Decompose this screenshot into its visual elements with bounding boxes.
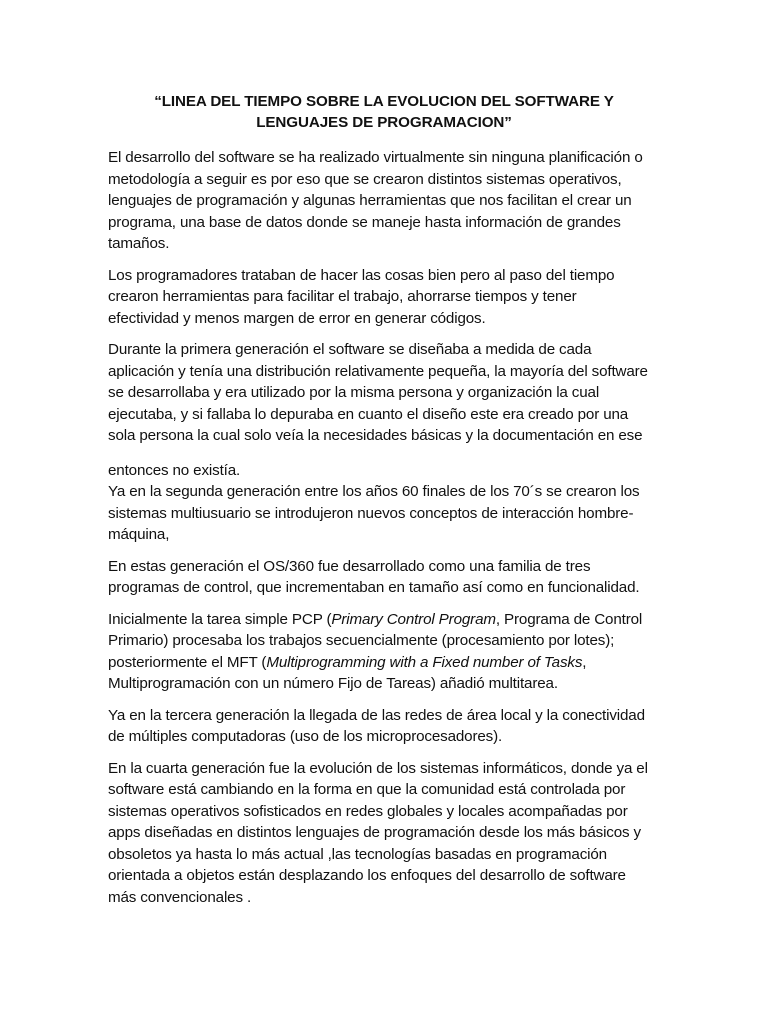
text-line: ejecutaba, y si fallaba lo depuraba en cuanto el diseño este era creado por una	[108, 405, 629, 423]
text-line: sistemas operativos sofisticados en redes globales y locales acompañadas por	[108, 802, 628, 820]
text-segment: ,	[582, 653, 587, 671]
text-line: El desarrollo del software se ha realizado virtualmente sin ninguna planificación o	[108, 149, 643, 166]
paragraph	[108, 147, 660, 255]
text-line: apps diseñadas en distintos lenguajes de programación desde los más básicos y	[108, 824, 641, 841]
paragraph	[108, 705, 660, 748]
paragraph	[108, 460, 660, 546]
text-line: entonces no existía.	[108, 461, 241, 479]
text-line: Ya en la tercera generación la llegada de las redes de área local y la conectividad	[108, 706, 645, 724]
text-line: software está cambiando en la forma en que la comunidad está controlada por	[108, 781, 626, 798]
text-line: sola persona la cual solo veía la necesidades básicas y la documentación en ese	[108, 427, 643, 444]
text-segment: , Programa de Control	[495, 610, 643, 628]
text-line: de múltiples computadoras (uso de los microprocesadores).	[108, 728, 503, 745]
text-line: Ya en la segunda generación entre los años 60 finales de los 70´s se crearon los	[108, 483, 640, 500]
text-line: En estas generación el OS/360 fue desarrollado como una familia de tres	[108, 557, 591, 575]
text-line: En la cuarta generación fue la evolución de los sistemas informáticos, donde ya el	[108, 759, 648, 777]
title-line: LENGUAJES DE PROGRAMACION”	[256, 114, 512, 131]
text-line: orientada a objetos están desplazando los enfoques del desarrollo de software	[108, 867, 626, 884]
text-segment: Inicialmente la tarea simple PCP (	[108, 610, 332, 628]
text-line: crearon herramientas para facilitar el trabajo, ahorrarse tiempos y tener	[108, 288, 577, 305]
text-line: más convencionales .	[108, 888, 252, 906]
text-line: máquina,	[108, 526, 170, 543]
text-line: Durante la primera generación el software se diseñaba a medida de cada	[108, 341, 592, 358]
text-line	[108, 652, 660, 674]
text-line: sistemas multiusuario se introdujeron nuevos conceptos de interacción hombre-	[108, 504, 634, 522]
text-line	[108, 609, 660, 631]
paragraph	[108, 265, 660, 330]
text-line: metodología a seguir es por eso que se crearon distintos sistemas operativos,	[108, 170, 622, 188]
paragraph	[108, 339, 660, 447]
document-body	[108, 147, 660, 918]
title-line: “LINEA DEL TIEMPO SOBRE LA EVOLUCION DEL SOFTWARE Y	[154, 93, 614, 110]
text-line: programas de control, que incrementaban en tamaño así como en funcionalidad.	[108, 579, 640, 596]
text-segment: posteriormente el MFT (	[108, 653, 267, 671]
text-line: programa, una base de datos donde se maneje hasta información de grandes	[108, 213, 621, 231]
document-title	[100, 91, 668, 133]
italic-term: Primary Control Program	[331, 610, 496, 628]
text-line: lenguajes de programación y algunas herramientas que nos facilitan el crear un	[108, 192, 632, 209]
text-line: aplicación y tenía una distribución relativamente pequeña, la mayoría del software	[108, 362, 648, 380]
text-line: Los programadores trataban de hacer las cosas bien pero al paso del tiempo	[108, 266, 615, 284]
text-line: obsoletos ya hasta lo más actual ,las tecnologías basadas en programación	[108, 845, 607, 863]
paragraph	[108, 609, 660, 695]
paragraph	[108, 758, 660, 909]
text-line: Primario) procesaba los trabajos secuencialmente (procesamiento por lotes);	[108, 632, 615, 649]
text-line: Multiprogramación con un número Fijo de Tareas) añadió multitarea.	[108, 675, 558, 692]
text-line: tamaños.	[108, 235, 170, 252]
text-line: se desarrollaba y era utilizado por la misma persona y organización la cual	[108, 384, 600, 401]
text-line: efectividad y menos margen de error en generar códigos.	[108, 309, 486, 327]
italic-term: Multiprogramming with a Fixed number of Tasks	[266, 653, 583, 671]
paragraph	[108, 556, 660, 599]
